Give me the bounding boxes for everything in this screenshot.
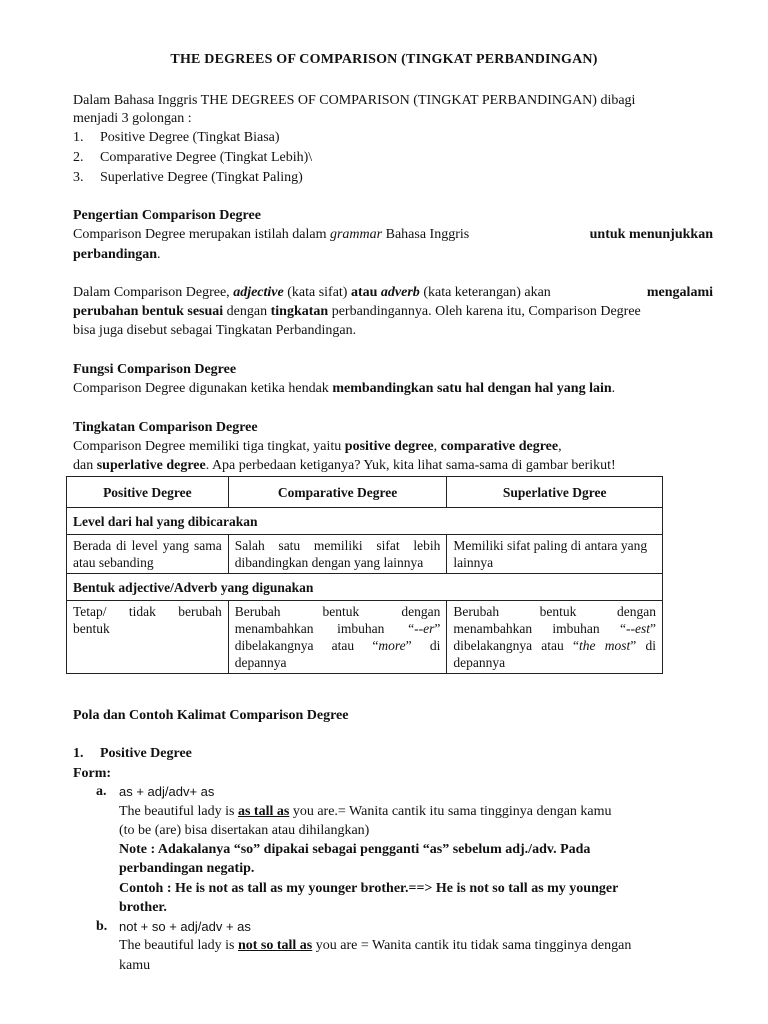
text: The beautiful lady is <box>119 938 235 953</box>
heading-tingkatan: Tingkatan Comparison Degree <box>73 420 258 435</box>
page-title: THE DEGREES OF COMPARISON (TINGKAT PERBANDINGAN) <box>170 52 598 67</box>
text: (kata keterangan) akan <box>423 285 551 300</box>
adjective-term: adjective <box>233 285 284 300</box>
table-section-row <box>67 508 663 535</box>
text: Comparison Degree merupakan istilah dalam <box>73 227 327 242</box>
formula-b: not + so + adj/adv + as <box>119 919 251 934</box>
contoh-line-2: brother. <box>119 900 167 915</box>
comparison-table <box>66 476 663 674</box>
item-label-b: b. <box>96 919 108 934</box>
pengertian-p1-line2 <box>73 245 161 264</box>
intro-line-2: menjadi 3 golongan : <box>73 111 192 126</box>
text: , <box>558 439 562 454</box>
example-b-line-2: kamu <box>119 958 151 973</box>
list-number-2: 2. <box>73 150 84 165</box>
table-cell: Memiliki sifat paling di antara yang lainnya <box>447 535 663 574</box>
text: ” di depannya <box>234 638 441 670</box>
word-more: more <box>378 638 406 653</box>
bold-text: comparative degree <box>440 439 559 454</box>
table-header-cell: Superlative Dgree <box>447 477 663 508</box>
tingkatan-line2 <box>73 456 616 475</box>
text: ” dibelakangnya atau “ <box>234 621 441 653</box>
item-label-a: a. <box>96 784 107 799</box>
table-cell <box>447 601 663 674</box>
bold-text: mengalami <box>646 285 713 300</box>
bold-text: membandingkan satu hal dengan hal yang lain <box>332 381 612 396</box>
text: dengan <box>226 304 268 319</box>
text: Berubah bentuk dengan menambahkan imbuhan “ <box>234 604 441 636</box>
text: perbandingannya. Oleh karena itu, Comparison Degree <box>331 304 641 319</box>
text: you are.= Wanita cantik itu sama tingginya dengan kamu <box>292 804 612 819</box>
sub-number: 1. <box>73 746 84 761</box>
list-number-3: 3. <box>73 170 84 185</box>
bold-text: atau <box>350 285 378 300</box>
text: ” di depannya <box>453 638 657 670</box>
table-header-cell: Positive Degree <box>67 477 229 508</box>
text: ” dibelakangnya atau “ <box>453 621 656 653</box>
text: , <box>433 439 438 454</box>
sub-heading-positive: Positive Degree <box>100 746 192 761</box>
bold-text: tingkatan <box>270 304 329 319</box>
list-number-1: 1. <box>73 130 84 145</box>
text: (kata sifat) <box>287 285 348 300</box>
heading-fungsi: Fungsi Comparison Degree <box>73 362 237 377</box>
note-line-1: Note : Adakalanya “so” dipakai sebagai pengganti “as” sebelum adj./adv. Pada <box>119 842 591 857</box>
bold-text: superlative degree <box>96 458 206 473</box>
text: . <box>611 381 616 396</box>
bold-text: perubahan bentuk sesuai <box>73 304 224 319</box>
list-item-positive: Positive Degree (Tingkat Biasa) <box>100 130 280 145</box>
table-cell: Berada di level yang sama atau sebanding <box>67 535 229 574</box>
text: you are = Wanita cantik itu tidak sama tingginya dengan <box>315 938 632 953</box>
suffix-er: --er <box>414 621 435 636</box>
tingkatan-line1 <box>73 437 562 456</box>
table-cell: Tetap/ tidak berubah bentuk <box>67 601 229 674</box>
text: Dalam Comparison Degree, <box>73 285 230 300</box>
form-label: Form: <box>73 766 112 781</box>
formula-a: as + adj/adv+ as <box>119 784 215 799</box>
fungsi-text <box>73 379 615 398</box>
bold-text: untuk menunjukkan <box>589 227 713 242</box>
heading-pengertian: Pengertian Comparison Degree <box>73 208 261 223</box>
text: The beautiful lady is <box>119 804 235 819</box>
note-line-2: perbandingan negatip. <box>119 861 255 876</box>
text: dan <box>73 458 94 473</box>
example-a <box>119 802 612 821</box>
bold-underline-text: not so tall as <box>237 938 313 953</box>
text: . <box>157 247 161 262</box>
text: . Apa perbedaan ketiganya? Yuk, kita lihat sama-sama di gambar berikut! <box>205 458 616 473</box>
table-section-label: Bentuk adjective/Adverb yang digunakan <box>67 574 663 601</box>
pengertian-p2-line2 <box>73 302 641 321</box>
text: Bahasa Inggris <box>385 227 470 242</box>
table-cell: Salah satu memiliki sifat lebih dibandingkan dengan yang lainnya <box>228 535 447 574</box>
table-cell <box>228 601 447 674</box>
contoh-line-1: Contoh : He is not as tall as my younger brother.==> He is not so tall as my younger <box>119 881 619 896</box>
text: Comparison Degree memiliki tiga tingkat, yaitu <box>73 439 342 454</box>
bold-underline-text: as tall as <box>237 804 290 819</box>
list-item-superlative: Superlative Degree (Tingkat Paling) <box>100 170 303 185</box>
table-header-row <box>67 477 663 508</box>
table-section-label: Level dari hal yang dibicarakan <box>67 508 663 535</box>
adverb-term: adverb <box>380 285 420 300</box>
note-to-be: (to be (are) bisa disertakan atau dihilangkan) <box>119 823 370 838</box>
pengertian-p2-line3: bisa juga disebut sebagai Tingkatan Perbandingan. <box>73 323 357 338</box>
heading-pola: Pola dan Contoh Kalimat Comparison Degree <box>73 708 349 723</box>
example-b <box>119 936 631 955</box>
text: Berubah bentuk dengan menambahkan imbuhan “ <box>453 604 656 636</box>
table-header-cell: Comparative Degree <box>228 477 447 508</box>
table-section-row <box>67 574 663 601</box>
bold-text: perbandingan <box>73 247 158 262</box>
suffix-est: --est <box>626 621 650 636</box>
table-row <box>67 535 663 574</box>
text: Comparison Degree digunakan ketika hendak <box>73 381 329 396</box>
word-the-most: the most <box>579 638 631 653</box>
grammar-term: grammar <box>329 227 383 242</box>
list-item-comparative: Comparative Degree (Tingkat Lebih)\ <box>100 150 313 165</box>
bold-text: positive degree <box>344 439 434 454</box>
intro-line-1: Dalam Bahasa Inggris THE DEGREES OF COMPARISON (TINGKAT PERBANDINGAN) dibagi <box>73 93 636 108</box>
table-row <box>67 601 663 674</box>
pengertian-p2-line1 <box>73 283 713 302</box>
pengertian-p1-line1 <box>73 225 713 244</box>
